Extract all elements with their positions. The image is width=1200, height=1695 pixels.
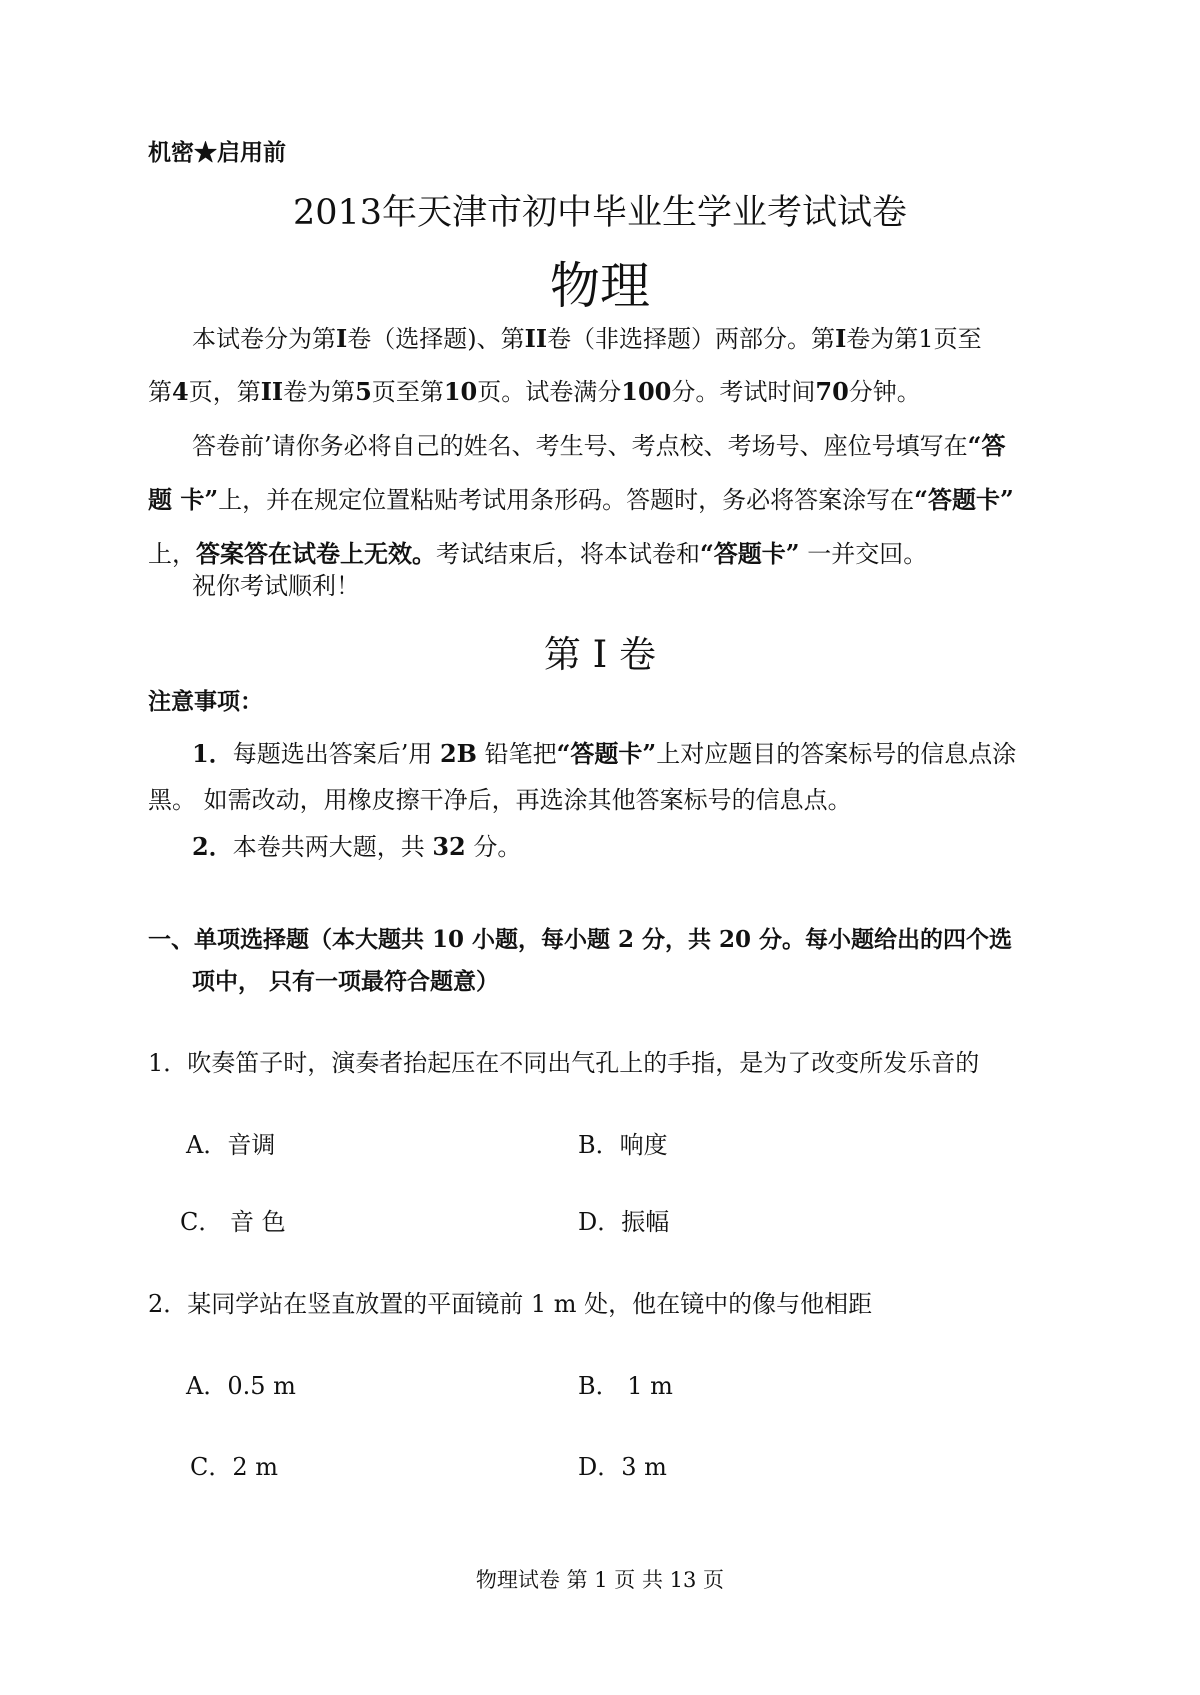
- text: 1: [918, 325, 934, 353]
- text: 卷（选择题)、第: [347, 325, 525, 353]
- text-bold: II: [260, 377, 284, 406]
- question-2-option-a: A．0.5 m: [186, 1372, 296, 1400]
- text-bold: 4: [172, 377, 189, 406]
- question-1-stem: 1．吹奏笛子时，演奏者抬起压在不同出气孔上的手指，是为了改变所发乐音的: [148, 1049, 980, 1077]
- text: 上，并在规定位置粘贴考试用条形码。答题时，务必将答案涂写在: [218, 486, 915, 514]
- text: 一并交回。: [799, 540, 928, 568]
- item-number: 1．: [192, 739, 233, 768]
- secret-mark: 机密★启用前: [148, 139, 286, 166]
- item-number: 2．: [192, 832, 233, 861]
- text-bold: 2B: [439, 739, 477, 768]
- text: 页至第: [371, 378, 444, 406]
- subject-title: 物理: [550, 257, 650, 315]
- text: 本试卷分为第: [192, 325, 336, 353]
- text-bold: 100: [621, 377, 672, 406]
- intro-para1-line1: [192, 325, 982, 354]
- text-bold: I: [336, 324, 348, 353]
- text: 考试结束后，将本试卷和: [436, 540, 700, 568]
- text: 分钟。: [848, 378, 921, 406]
- question-1-option-d: D．振幅: [578, 1208, 670, 1236]
- question-1-option-a: A．音调: [186, 1131, 276, 1159]
- text-bold: “答题卡”: [914, 485, 1014, 514]
- text-bold: 10: [443, 377, 478, 406]
- text-bold: 32: [432, 832, 466, 861]
- text: 分。: [465, 833, 522, 861]
- notice-item2: [192, 833, 521, 862]
- text: 铅笔把: [476, 740, 557, 768]
- text: 页。试卷满分: [477, 378, 622, 406]
- wish-text: 祝你考试顺利！: [192, 572, 360, 600]
- section1-title-line2: 项中， 只有一项最符合题意）: [192, 968, 500, 995]
- intro-para2-line3: [148, 540, 927, 569]
- intro-para2-line2: [148, 486, 1014, 515]
- text: 每题选出答案后’用: [232, 740, 440, 768]
- text: 分。考试时间: [671, 378, 816, 406]
- text: 第: [148, 378, 172, 406]
- volume-title: 第 I 卷: [543, 633, 657, 676]
- text-bold: 答案答在试卷上无效。: [196, 539, 436, 568]
- intro-para2-line1: [192, 432, 1005, 461]
- text: 本卷共两大题，共: [232, 833, 433, 861]
- text: 页至: [933, 325, 982, 353]
- text: 上，: [148, 540, 196, 568]
- text-bold: “答: [967, 431, 1006, 460]
- section1-title-line1: 一、单项选择题（本大题共 10 小题，每小题 2 分，共 20 分。每小题给出的四个选: [148, 926, 1013, 953]
- text: 答卷前’请你务必将自己的姓名、考生号、考点校、考场号、座位号填写在: [192, 432, 968, 460]
- question-2-stem: 2．某同学站在竖直放置的平面镜前 1 m 处，他在镜中的像与他相距: [148, 1290, 873, 1318]
- text-bold: “答题卡”: [556, 739, 657, 768]
- question-1-option-c: C． 音 色: [180, 1208, 286, 1236]
- text-bold: “答题卡”: [700, 539, 800, 568]
- text: 卷为第: [283, 378, 356, 406]
- text-bold: 5: [355, 377, 372, 406]
- notice-item1-line1: [192, 740, 1016, 769]
- text: 页，第: [188, 378, 261, 406]
- question-1-option-b: B．响度: [578, 1131, 668, 1159]
- text-bold: II: [524, 324, 548, 353]
- text-bold: 70: [815, 377, 849, 406]
- text-bold: 题 卡”: [148, 485, 219, 514]
- text: 上对应题目的答案标号的信息点涂: [656, 740, 1017, 768]
- text-bold: I: [835, 324, 847, 353]
- question-2-option-b: B． 1 m: [578, 1372, 673, 1400]
- question-2-option-d: D．3 m: [578, 1453, 667, 1481]
- question-2-option-c: C．2 m: [190, 1453, 279, 1481]
- text: 卷为第: [846, 325, 919, 353]
- intro-para1-line2: [148, 378, 921, 407]
- text: 卷（非选择题）两部分。第: [547, 325, 836, 353]
- notice-item1-line2: 黑。 如需改动，用橡皮擦干净后，再选涂其他答案标号的信息点。: [148, 786, 852, 814]
- page-footer: 物理试卷 第 1 页 共 13 页: [475, 1568, 725, 1592]
- exam-title: 2013年天津市初中毕业生学业考试试卷: [292, 193, 908, 233]
- notice-title: 注意事项：: [148, 688, 263, 715]
